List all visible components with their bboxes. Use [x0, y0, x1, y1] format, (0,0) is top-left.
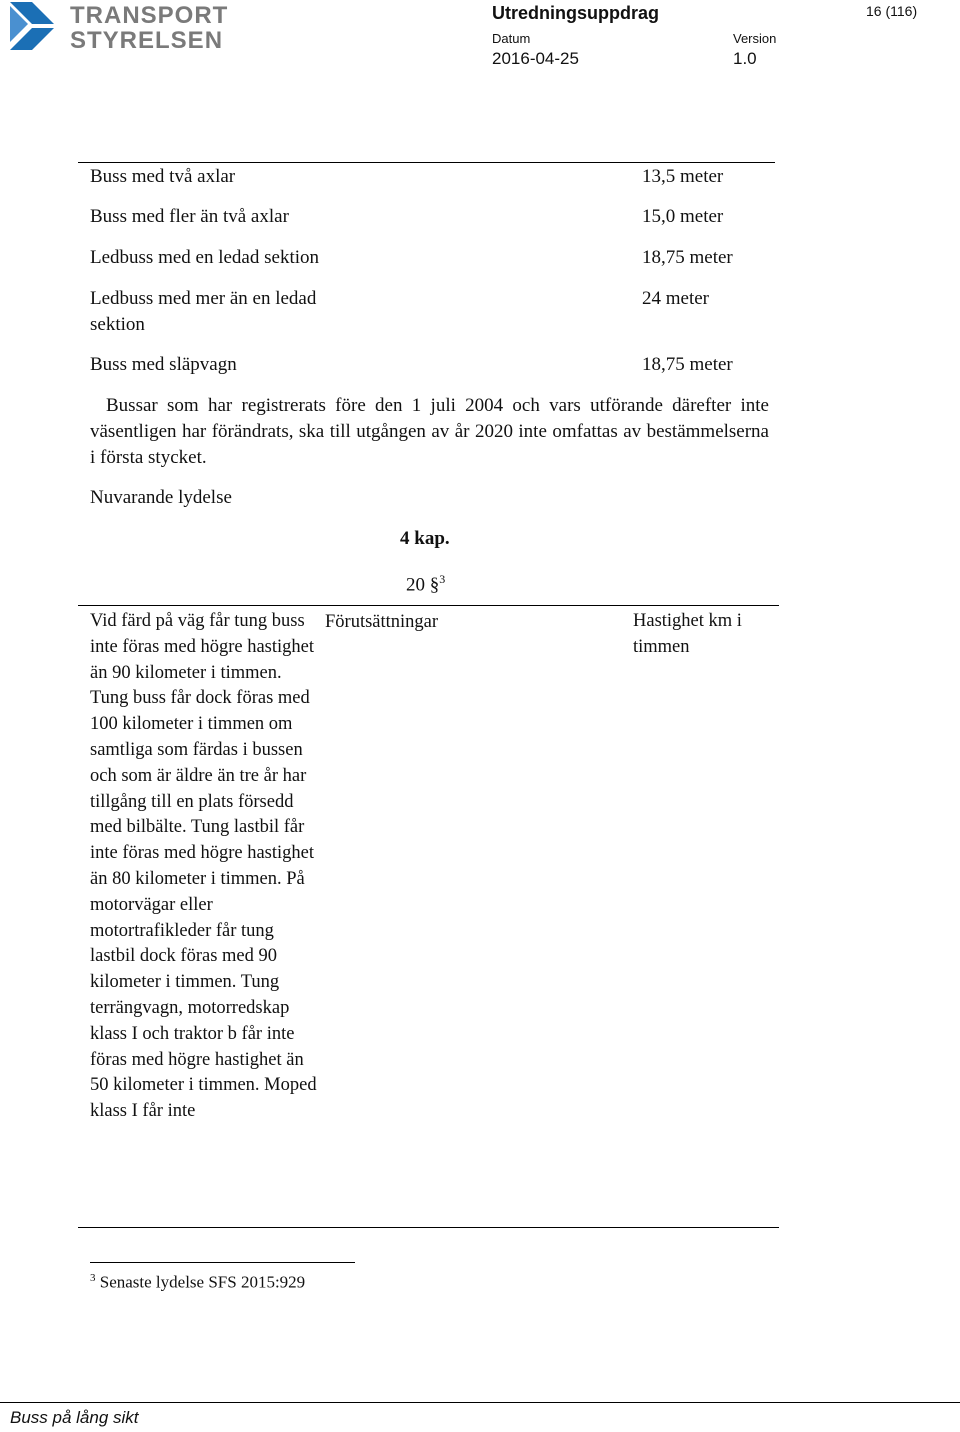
length-row-value: 18,75 meter — [642, 354, 733, 375]
date-value: 2016-04-25 — [492, 49, 579, 68]
version-label: Version — [733, 31, 777, 46]
length-row-vehicle: Buss med fler än två axlar — [90, 206, 289, 227]
length-row-value: 13,5 meter — [642, 166, 724, 187]
speed-table-top-rule — [78, 605, 779, 606]
length-table-top-rule — [78, 162, 775, 163]
length-row-value: 15,0 meter — [642, 206, 724, 227]
footnote-text: Senaste lydelse SFS 2015:929 — [99, 1272, 306, 1292]
length-row-vehicle: Ledbuss med en ledad sektion — [90, 247, 320, 268]
length-row-vehicle: Buss med två axlar — [90, 166, 236, 187]
speed-table-regulation-text: Vid färd på väg får tung buss inte föras med högre hastighet än 90 kilometer i timmen. Tung buss får dock föras med 100 kilometer i timmen om samtliga som färdas i bussen och som är äldre än tre år har tillgång till en plats försedd med bilbälte. Tung lastbil får inte föras med högre hastighet än 80 kilometer i timmen. På motorvägar eller motortrafikleder får tung lastbil dock föras med 90 kilometer i timmen. Tung terrängvagn, motorredskap klass I och traktor b får inte föras med högre hastighet än 50 kilometer i timmen. Moped klass I får inte — [90, 611, 317, 1122]
logo-line1: TRANSPORT — [70, 2, 229, 29]
footnote-separator — [90, 1262, 355, 1263]
length-row-vehicle: Buss med släpvagn — [90, 354, 237, 375]
length-row-value: 18,75 meter — [642, 247, 733, 268]
length-row-value: 24 meter — [642, 288, 710, 309]
current-wording-label: Nuvarande lydelse — [90, 487, 232, 508]
length-row-vehicle: Ledbuss med mer än en ledad sektion — [90, 288, 317, 335]
footnote-number: 3 — [90, 1272, 96, 1284]
footer-rule — [0, 1402, 960, 1403]
speed-table-bottom-rule — [78, 1227, 779, 1228]
date-label: Datum — [492, 31, 531, 46]
transportstyrelsen-logo — [10, 2, 230, 52]
page-number: 16 (116) — [866, 3, 918, 19]
logo-emblem-icon — [10, 2, 230, 52]
document-type: Utredningsuppdrag — [492, 3, 659, 23]
speed-table-conditions-header: Förutsättningar — [325, 612, 439, 632]
section-heading — [406, 566, 445, 598]
chapter-heading: 4 kap. — [400, 528, 450, 549]
section-footnote-ref: 3 — [439, 572, 446, 586]
footer-title: Buss på lång sikt — [10, 1408, 139, 1427]
version-value: 1.0 — [733, 49, 757, 68]
footnote — [90, 1272, 305, 1293]
section-number: 20 § — [406, 574, 440, 596]
transition-paragraph: Bussar som har registrerats före den 1 juli 2004 och vars utförande därefter inte väsentligen har förändrats, ska till utgången av år 2020 inte omfattas av bestämmelserna i första stycket. — [90, 395, 769, 468]
logo-line2: STYRELSEN — [70, 27, 224, 52]
speed-table-speed-header: Hastighet km i timmen — [633, 611, 742, 657]
